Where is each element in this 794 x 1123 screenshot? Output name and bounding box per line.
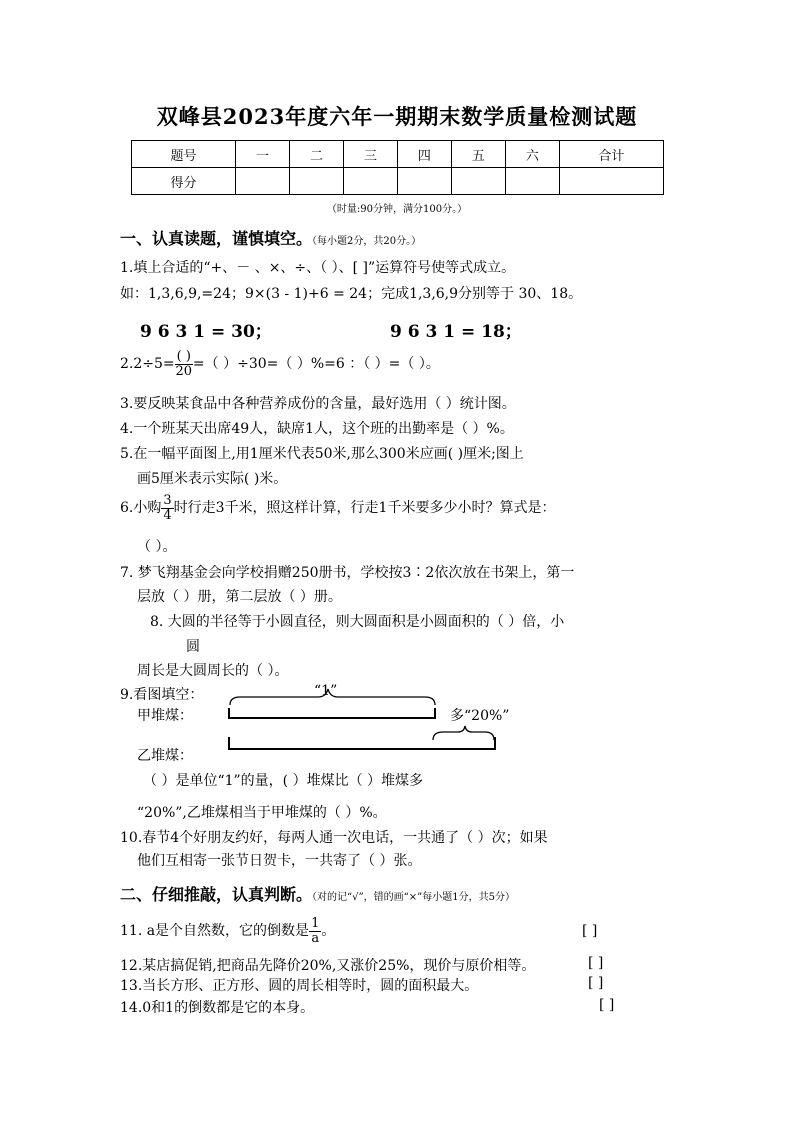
q5-line2: 画5厘米表示实际( )米。 xyxy=(137,471,288,487)
q8-line1: 8. 大圆的半径等于小圆直径，则大圆面积是小圆面积的（ ）倍，小 xyxy=(150,614,565,630)
q3-line: 3.要反映某食品中各种营养成份的含量，最好选用（ ）统计图。 xyxy=(120,396,516,412)
score-header-cell: 六 xyxy=(505,141,559,168)
q13-answer-bracket[interactable]: [ ] xyxy=(588,975,604,991)
q2-suffix: =（ ）÷30=（ ）%=6 ：（ ）=（ ）。 xyxy=(192,356,440,373)
q9-top-brace xyxy=(230,689,435,705)
q9-label: 9.看图填空： xyxy=(120,687,204,703)
q4-line: 4.一个班某天出席49人，缺席1人，这个班的出勤率是（ ）%。 xyxy=(120,421,514,437)
q11-fraction xyxy=(309,917,321,945)
exam-note: （时量:90分钟，满分100分。） xyxy=(326,204,468,215)
q12-line: 12.某店搞促销,把商品先降价20%,又涨价25%，现价与原价相等。 xyxy=(120,958,536,974)
q9-line2: “20%”,乙堆煤相当于甲堆煤的（ ）%。 xyxy=(137,805,387,821)
q6-fraction-num: 3 xyxy=(163,493,172,508)
q12-answer-bracket[interactable]: [ ] xyxy=(588,955,604,971)
section2-heading-text: 二、仔细推敲，认真判断。 xyxy=(120,885,313,904)
q1-equation-1: 9 6 3 1 = 30； xyxy=(140,322,272,342)
q9-yi-segment xyxy=(229,737,495,749)
q7-line2: 层放（ ）册，第二层放（ ）册。 xyxy=(137,589,342,605)
q2-fraction-den: 20 xyxy=(175,363,193,379)
q11-fraction-num: 1 xyxy=(311,916,320,931)
q11-answer-bracket[interactable]: [ ] xyxy=(582,923,598,939)
q9-yi-label: 乙堆煤： xyxy=(137,748,193,764)
section1-heading-text: 一、认真读题，谨慎填空。 xyxy=(120,229,313,248)
score-header-cell: 三 xyxy=(343,141,397,168)
q13-line: 13.当长方形、正方形、圆的周长相等时，圆的面积最大。 xyxy=(120,978,479,994)
q9-jia-segment xyxy=(229,708,435,718)
q9-extra-brace xyxy=(433,726,494,740)
q2-prefix: 2.2÷5= xyxy=(120,356,175,373)
q9-unit-one-label: “1” xyxy=(314,683,338,699)
q2-fraction-num: ( ) xyxy=(176,349,191,364)
q11-line xyxy=(120,917,335,945)
score-header-cell: 四 xyxy=(397,141,451,168)
q6-fraction-den: 4 xyxy=(163,507,172,523)
q11-fraction-den: a xyxy=(311,930,320,946)
q7-line1: 7. 梦飞翔基金会向学校捐赠250册书，学校按3∶2依次放在书架上，第一 xyxy=(120,565,575,581)
page-title: 双峰县2023年度六年一期期末数学质量检测试题 xyxy=(156,104,638,129)
score-header-cell: 题号 xyxy=(132,141,236,168)
q9-line1: （ ）是单位“1”的量，( ）堆煤比（ ）堆煤多 xyxy=(143,773,424,789)
q14-answer-bracket[interactable]: [ ] xyxy=(599,997,615,1013)
q8-line1b: 圆 xyxy=(186,639,200,655)
section2-heading-note: （对的记“√”，错的画“×”每小题1分，共5分） xyxy=(312,892,515,903)
score-row-label: 得分 xyxy=(132,168,236,195)
section1-heading-note: （每小题2分，共20分。） xyxy=(312,236,422,247)
q8-line2: 周长是大圆周长的（ ）。 xyxy=(137,663,289,679)
score-header-cell: 合计 xyxy=(559,141,663,168)
q1-line1: 1.填上合适的“+、－ 、×、÷、（ ）、[ ]”运算符号使等式成立。 xyxy=(120,260,516,276)
score-header-cell: 一 xyxy=(236,141,290,168)
q14-line: 14.0和1的倒数都是它的本身。 xyxy=(120,1000,315,1016)
section2-heading xyxy=(120,882,515,905)
q10-line1: 10.春节4个好朋友约好，每两人通一次电话，一共通了（ ）次；如果 xyxy=(120,830,548,846)
q5-line1: 5.在一幅平面图上,用1厘米代表50米,那么300米应画( )厘米;图上 xyxy=(120,446,524,462)
q9-more-label: 多“20%” xyxy=(450,708,510,724)
q11-prefix: 11. a是个自然数，它的倒数是 xyxy=(120,923,310,940)
q6-suffix: 时行走3千米，照这样计算，行走1千米要多少小时？算式是： xyxy=(173,500,556,517)
q6-prefix: 6.小购 xyxy=(120,500,162,517)
score-header-cell: 五 xyxy=(451,141,505,168)
q6-line2: （ ）。 xyxy=(137,539,177,555)
q9-jia-label: 甲堆煤： xyxy=(137,708,193,724)
score-header-cell: 二 xyxy=(290,141,344,168)
q1-equation-2: 9 6 3 1 = 18； xyxy=(390,322,522,342)
q1-line2: 如：1,3,6,9,=24；9×(3 - 1)+6 = 24；完成1,3,6,9分别等于 30、18。 xyxy=(120,286,583,302)
q11-suffix: 。 xyxy=(321,923,336,940)
q10-line2: 他们互相寄一张节日贺卡，一共寄了（ ）张。 xyxy=(137,853,422,869)
